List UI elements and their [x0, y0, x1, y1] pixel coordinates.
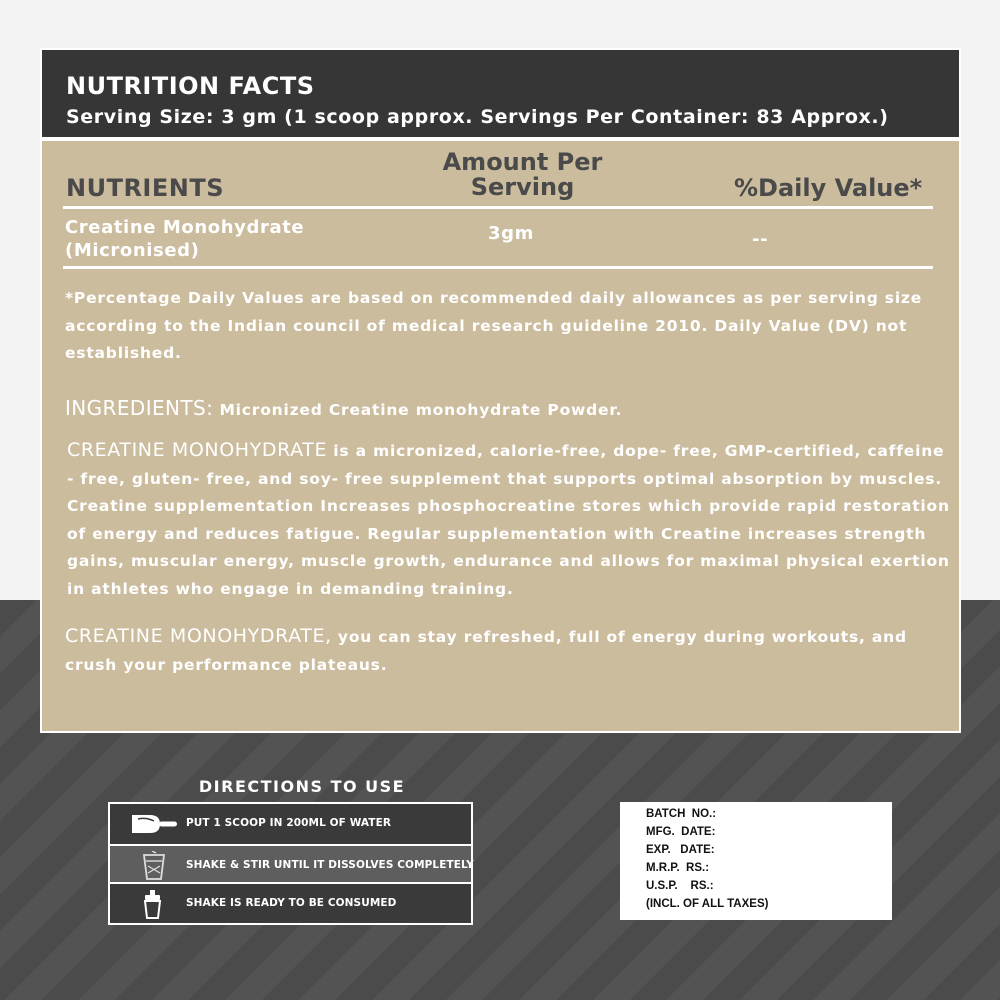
direction-step-text: PUT 1 SCOOP IN 200ML OF WATER [186, 817, 392, 829]
exp-date-line: EXP. DATE: [646, 844, 715, 856]
ingredients-text: Micronized Creatine monohydrate Powder. [213, 401, 623, 419]
nutrient-name: Creatine Monohydrate (Micronised) [65, 217, 305, 261]
table-rule-top [63, 206, 933, 209]
description-paragraph [67, 437, 952, 603]
nutrition-facts-title: NUTRITION FACTS [66, 72, 315, 100]
column-header-amount: Amount Per Serving [442, 148, 603, 201]
direction-step-text: SHAKE IS READY TO BE CONSUMED [186, 897, 397, 909]
direction-step-text: SHAKE & STIR UNTIL IT DISSOLVES COMPLETELY [186, 859, 474, 871]
nutrient-amount: 3gm [488, 223, 534, 244]
batch-number-line: BATCH NO.: [646, 808, 717, 820]
nutrition-header [42, 50, 959, 138]
daily-value-footnote: *Percentage Daily Values are based on recommended daily allowances as per serving size according to the Indian council of medical research guideline 2010. Daily Value (DV) not established. [65, 289, 923, 362]
direction-step [110, 804, 471, 844]
column-header-nutrients: NUTRIENTS [66, 174, 224, 202]
description-lead: CREATINE MONOHYDRATE [67, 439, 328, 461]
shaker-stir-icon [126, 851, 180, 881]
nutrient-daily-value: -- [752, 229, 769, 250]
direction-step [110, 844, 474, 884]
closing-text: you can stay refreshed, full of energy during workouts, and crush your performance plateaus. [65, 628, 907, 674]
closing-lead: CREATINE MONOHYDRATE, [65, 625, 332, 647]
scoop-icon [126, 809, 180, 839]
ingredients-label: INGREDIENTS: [65, 396, 214, 420]
description-text: is a micronized, calorie-free, dope- free, GMP-certified, caffeine - free, gluten- free, and soy- free supplement that supports optimal absorption by muscles. Creatine supplementation Increases phosphocreatine stores which provide rapid restoration of energy and reduces fatigue. Regular supplementation with Creatine increases strength gains, muscular energy, muscle growth, endurance and allows for maximal physical exertion in athletes who engage in demanding training. [67, 442, 950, 598]
mfg-date-line: MFG. DATE: [646, 826, 716, 838]
table-rule-bottom [63, 266, 933, 269]
taxes-line: (INCL. OF ALL TAXES) [646, 898, 769, 910]
closing-paragraph [65, 622, 945, 679]
shaker-bottle-icon [126, 889, 180, 919]
directions-box [108, 802, 473, 925]
direction-step [110, 884, 471, 923]
mrp-line: M.R.P. RS.: [646, 862, 710, 874]
directions-title: DIRECTIONS TO USE [198, 777, 406, 796]
usp-line: U.S.P. RS.: [646, 880, 714, 892]
ingredients-line [65, 396, 945, 420]
batch-info-box [620, 802, 892, 920]
column-header-daily-value: %Daily Value* [734, 174, 923, 202]
serving-size-text: Serving Size: 3 gm (1 scoop approx. Servings Per Container: 83 Approx.) [66, 106, 889, 128]
